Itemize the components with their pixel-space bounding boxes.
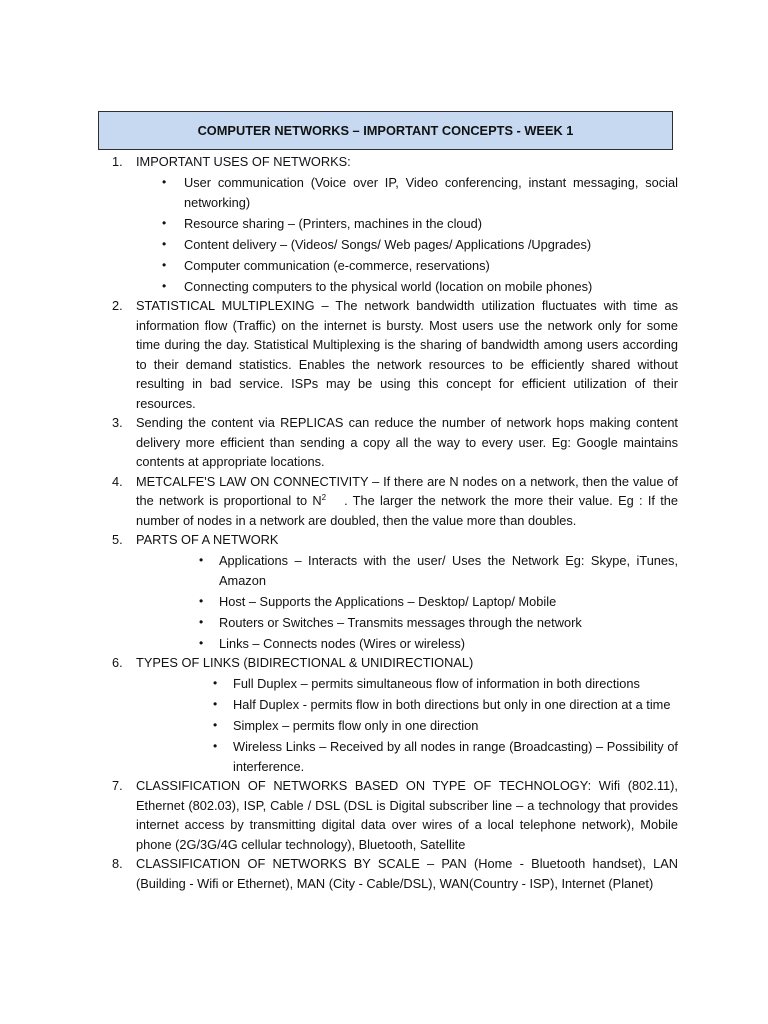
list-item [162,173,678,212]
section-heading: TYPES OF LINKS (BIDIRECTIONAL & UNIDIRECTIONAL) [136,655,474,670]
section-paragraph: Sending the content via REPLICAS can reduce the number of network hops making content delivery more efficient than sending a copy all the way to every user. Eg: Google maintains contents at appropriate locations. [136,415,678,469]
bullet-icon: • [199,593,204,608]
bullet-icon: • [213,718,218,732]
section-metcalfes-law [112,472,678,531]
list-item [213,716,678,736]
section-paragraph: STATISTICAL MULTIPLEXING – The network bandwidth utilization fluctuates with time as information flow (Traffic) on the internet is bursty. Most users use the network only for some time during the day. Statistical Multiplexing is the sharing of bandwidth among users according to their demand statistics. Enables the network resources to be efficiently shared without resulting in bad service. ISPs may be using this concept for efficient utilization of their resources. [136,298,678,411]
link-types-list [213,674,678,776]
metcalfe-text-after: . The larger the network the more their value. Eg : If the number of nodes in a network are doubled, then the value more than doubles. [136,493,678,528]
bullet-icon: • [162,278,167,293]
section-number: 1. [112,154,123,169]
list-item [213,737,678,776]
list-item [213,674,678,694]
list-item [162,256,678,276]
list-item-text: Simplex – permits flow only in one direction [233,718,479,733]
list-item-text: Host – Supports the Applications – Desktop/ Laptop/ Mobile [219,593,557,609]
section-heading: PARTS OF A NETWORK [136,532,279,547]
bullet-icon: • [162,215,167,230]
list-item [199,613,678,633]
document-body [112,152,678,893]
bullet-icon: • [199,614,204,629]
list-item-text: Wireless Links – Received by all nodes in range (Broadcasting) – Possibility of interference. [233,739,678,774]
list-item-text: Resource sharing – (Printers, machines in the cloud) [184,215,483,231]
section-number: 6. [112,655,123,670]
bullet-icon: • [162,236,167,251]
bullet-icon: • [213,739,218,753]
concepts-list [112,152,678,893]
list-item [162,277,678,297]
list-item-text: Routers or Switches – Transmits messages through the network [219,614,582,630]
network-uses-list [162,173,678,296]
metcalfe-text-before: METCALFE'S LAW ON CONNECTIVITY – If there are N nodes on a network, then the value of the network is proportional to N [136,473,678,508]
list-item-text: User communication (Voice over IP, Video conferencing, instant messaging, social networking) [184,175,678,210]
section-number: 7. [112,778,123,793]
list-item [162,214,678,234]
list-item-text: Full Duplex – permits simultaneous flow of information in both directions [233,676,640,691]
bullet-icon: • [199,553,204,567]
list-item-text: Content delivery – (Videos/ Songs/ Web pages/ Applications /Upgrades) [184,236,592,252]
section-parts-of-network [112,530,678,653]
list-item-text: Links – Connects nodes (Wires or wireless) [219,635,466,651]
list-item-text: Applications – Interacts with the user/ Uses the Network Eg: Skype, iTunes, Amazon [219,553,678,588]
section-number: 2. [112,298,123,313]
section-number: 8. [112,856,123,871]
list-item [162,235,678,255]
section-paragraph: CLASSIFICATION OF NETWORKS BASED ON TYPE OF TECHNOLOGY: Wifi (802.11), Ethernet (802.03), ISP, Cable / DSL (DSL is Digital subscriber line – a technology that provides internet access by transmitting digital data over wires of a local telephone network), Mobile phone (2G/3G/4G cellular technology), Bluetooth, Satellite [136,778,678,852]
section-number: 4. [112,473,123,489]
bullet-icon: • [213,697,218,711]
section-number: 5. [112,532,123,547]
section-replicas [112,413,678,472]
list-item-text: Half Duplex - permits flow in both directions but only in one direction at a time [233,697,671,712]
section-paragraph: CLASSIFICATION OF NETWORKS BY SCALE – PAN (Home - Bluetooth handset), LAN (Building - Wifi or Ethernet), MAN (City - Cable/DSL), WAN(Country - ISP), Internet (Planet) [136,856,678,891]
list-item [199,551,678,590]
bullet-icon: • [213,676,218,690]
section-number: 3. [112,415,123,430]
list-item [213,695,678,715]
section-classification-technology [112,776,678,854]
section-statistical-multiplexing [112,296,678,413]
page-title: COMPUTER NETWORKS – IMPORTANT CONCEPTS - WEEK 1 [98,111,673,150]
section-paragraph [136,472,678,531]
bullet-icon: • [162,257,167,272]
bullet-icon: • [199,635,204,650]
exponent: 2 [321,493,327,502]
section-types-of-links [112,653,678,776]
network-parts-list [199,551,678,653]
list-item [199,592,678,612]
bullet-icon: • [162,175,167,189]
list-item-text: Connecting computers to the physical world (location on mobile phones) [184,278,593,294]
section-heading: IMPORTANT USES OF NETWORKS: [136,154,351,169]
section-classification-scale [112,854,678,893]
section-network-uses [112,152,678,296]
list-item-text: Computer communication (e-commerce, reservations) [184,257,490,273]
list-item [199,634,678,654]
